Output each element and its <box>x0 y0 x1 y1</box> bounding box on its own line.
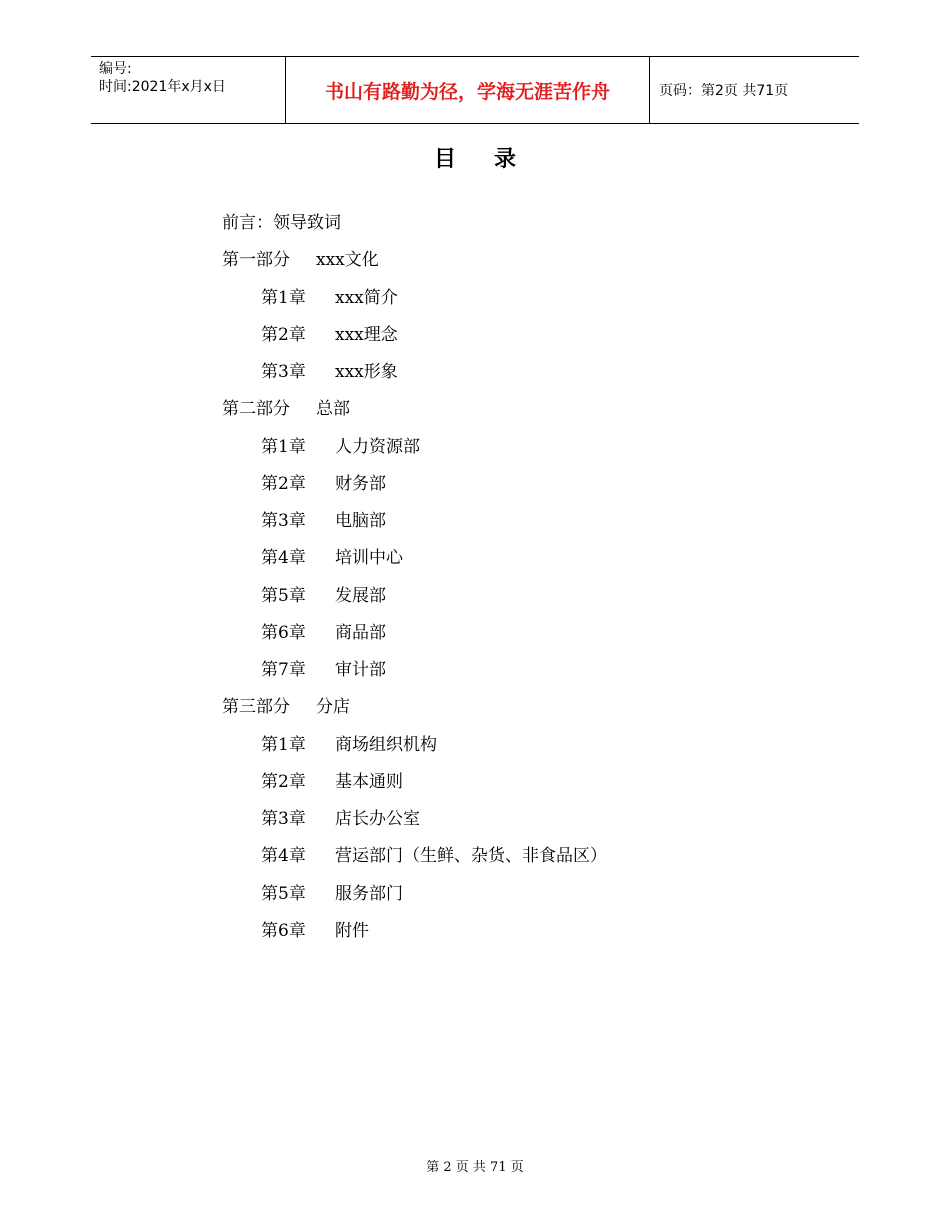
toc-chapter <box>222 503 742 540</box>
toc-item-text: 财务部 <box>335 473 386 494</box>
toc-item-text: 店长办公室 <box>335 809 420 829</box>
header-number-label: 编号: <box>99 61 132 77</box>
toc-item-text: 商品部 <box>335 622 386 643</box>
toc-chapter <box>222 354 742 391</box>
toc-chapter <box>222 727 742 764</box>
toc-item-number: 第2章 <box>261 324 306 345</box>
toc-item-text: 服务部门 <box>335 883 403 904</box>
toc-item-number: 第二部分 <box>222 399 290 420</box>
toc-item-number: 第3章 <box>261 511 306 531</box>
toc-item-text: xxx文化 <box>316 250 379 271</box>
toc-chapter <box>222 876 742 913</box>
toc-chapter <box>222 317 742 354</box>
toc-item-text: 附件 <box>335 920 369 941</box>
toc-item-number: 第4章 <box>261 548 306 569</box>
toc-chapter <box>222 764 742 801</box>
toc-item-number: 第3章 <box>261 809 306 829</box>
toc-chapter <box>222 838 742 875</box>
toc-item-text: 商场组织机构 <box>335 734 437 755</box>
toc-part-3 <box>222 689 742 726</box>
toc-part-2 <box>222 391 742 428</box>
toc-item-number: 第2章 <box>261 771 306 792</box>
table-of-contents <box>222 205 742 950</box>
header-page-label: 页码：第2页 共71页 <box>659 83 789 99</box>
toc-item-text: 审计部 <box>335 660 386 680</box>
toc-item-number: 第2章 <box>261 473 306 494</box>
toc-item-text: xxx理念 <box>335 324 398 345</box>
toc-item-text: xxx简介 <box>335 287 398 308</box>
toc-chapter <box>222 466 742 503</box>
toc-chapter <box>222 913 742 950</box>
toc-item-text: 发展部 <box>335 585 386 606</box>
toc-item-text: 人力资源部 <box>335 436 420 457</box>
toc-chapter <box>222 578 742 615</box>
toc-item-number: 第3章 <box>261 362 306 382</box>
toc-chapter <box>222 801 742 838</box>
toc-item-text: 基本通则 <box>335 771 403 792</box>
toc-item-text: 电脑部 <box>335 511 386 531</box>
header-meta <box>91 57 286 123</box>
toc-item-number: 第7章 <box>261 660 306 680</box>
toc-item-number: 第1章 <box>261 287 306 308</box>
toc-chapter <box>222 429 742 466</box>
document-header <box>91 56 859 124</box>
toc-item-number: 第5章 <box>261 585 306 606</box>
toc-item-number: 第4章 <box>261 846 306 867</box>
toc-item-number: 第6章 <box>261 920 306 941</box>
header-motto: 书山有路勤为径，学海无涯苦作舟 <box>286 57 650 123</box>
toc-chapter <box>222 540 742 577</box>
toc-item-preface <box>222 205 742 242</box>
toc-item-number: 第三部分 <box>222 697 290 718</box>
toc-chapter <box>222 615 742 652</box>
toc-item-number: 第1章 <box>261 734 306 755</box>
toc-item-text: xxx形象 <box>335 362 398 382</box>
toc-item-text: 营运部门（生鲜、杂货、非食品区） <box>335 846 607 867</box>
toc-chapter <box>222 280 742 317</box>
header-date-label: 时间:2021年x月x日 <box>99 79 226 95</box>
toc-item-number: 第5章 <box>261 883 306 904</box>
toc-item-number: 第一部分 <box>222 250 290 271</box>
page-title: 目录 <box>433 147 554 172</box>
toc-item-number: 第6章 <box>261 622 306 643</box>
toc-part-1 <box>222 242 742 279</box>
toc-item-number: 第1章 <box>261 436 306 457</box>
toc-item-text: 前言：领导致词 <box>222 213 341 233</box>
toc-item-text: 分店 <box>316 697 350 718</box>
toc-item-text: 总部 <box>316 399 350 420</box>
toc-chapter <box>222 652 742 689</box>
page-footer: 第 2 页 共 71 页 <box>426 1160 524 1175</box>
toc-item-text: 培训中心 <box>335 548 403 569</box>
